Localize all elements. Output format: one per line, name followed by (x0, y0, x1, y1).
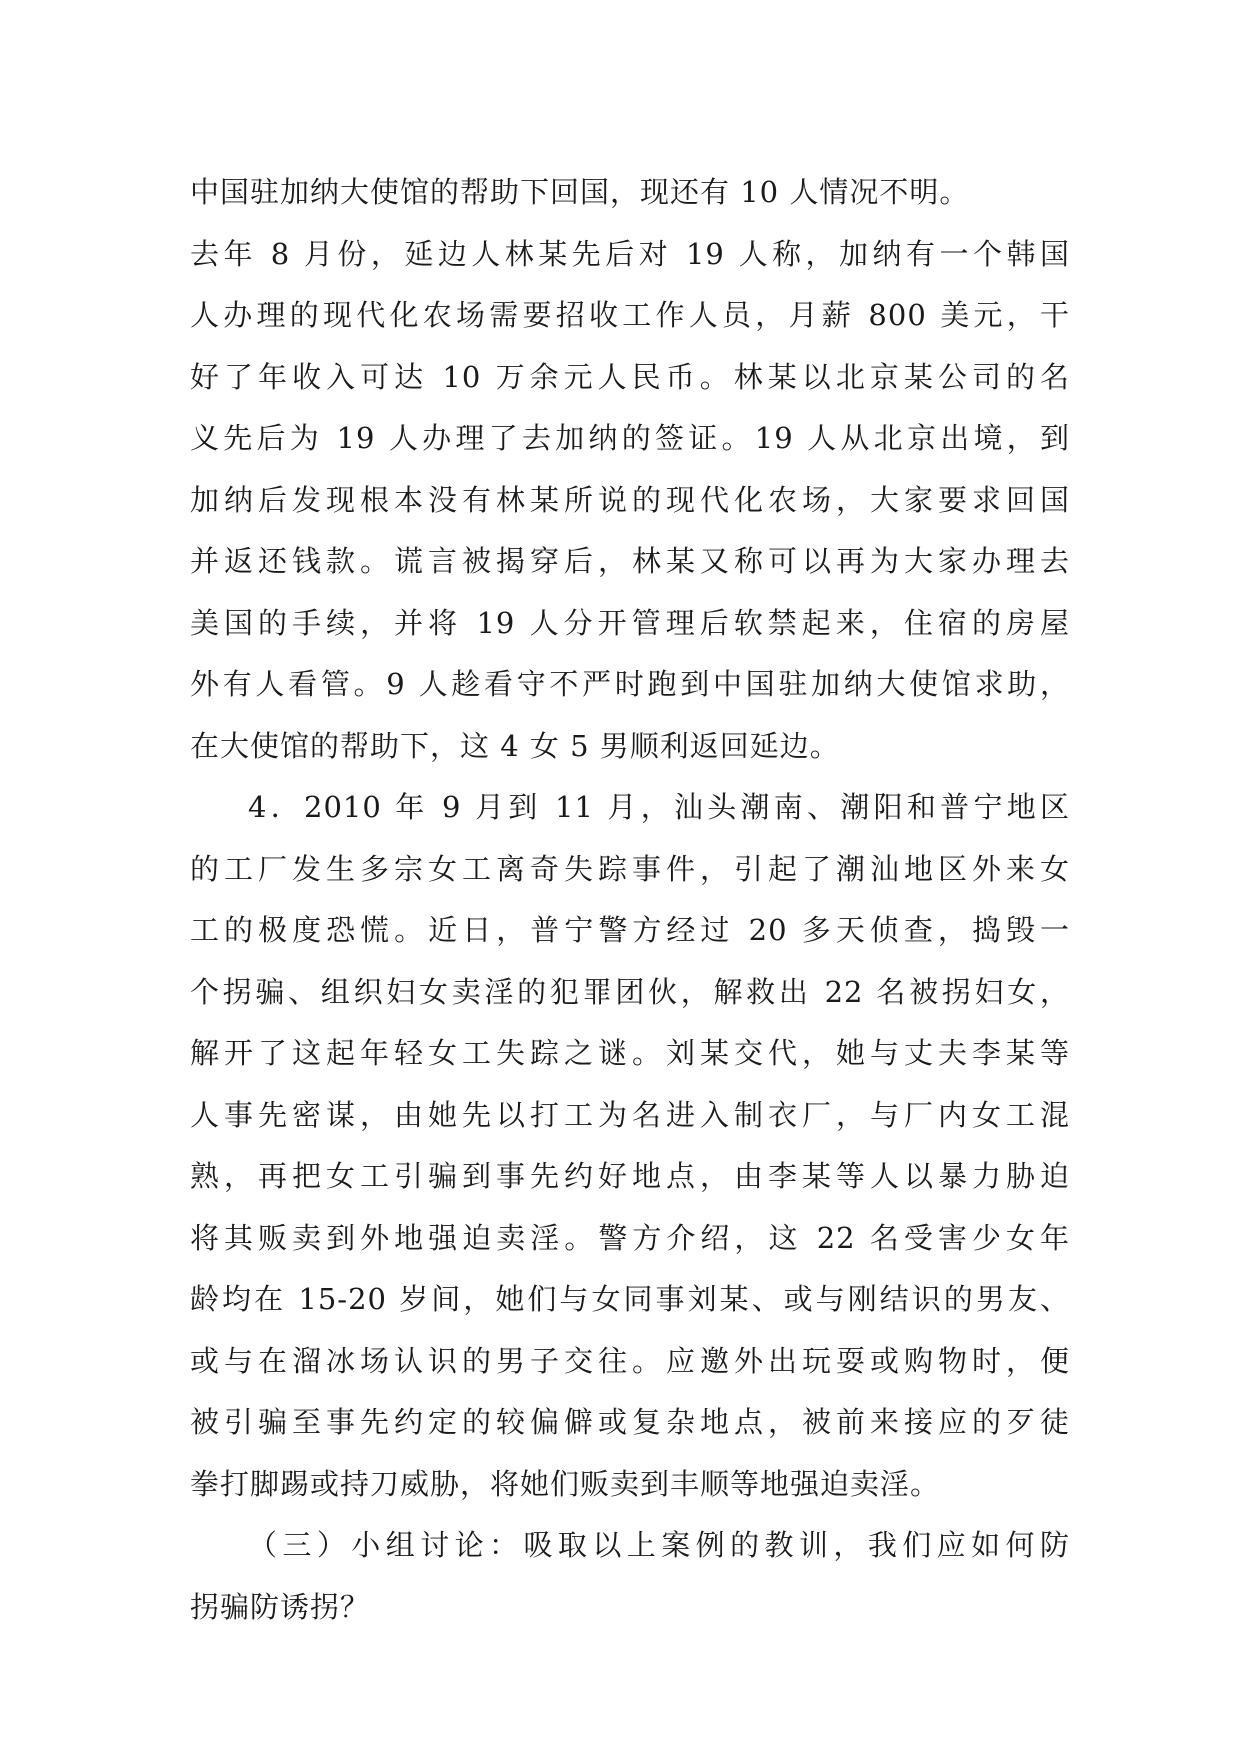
text-line: 工的极度恐慌。近日，普宁警方经过 20 多天侦查，捣毁一 (190, 913, 1070, 947)
text-line: 义先后为 19 人办理了去加纳的签证。19 人从北京出境，到 (190, 421, 1070, 455)
text-line: 个拐骗、组织妇女卖淫的犯罪团伙，解救出 22 名被拐妇女， (190, 974, 1070, 1009)
text-line: 或与在溜冰场认识的男子交往。应邀外出玩耍或购物时，便 (190, 1343, 1070, 1378)
text-line: 并返还钱款。谎言被揭穿后，林某又称可以再为大家办理去 (190, 544, 1070, 578)
text-line: 将其贩卖到外地强迫卖淫。警方介绍，这 22 名受害少女年 (190, 1220, 1070, 1255)
text-line: 龄均在 15-20 岁间，她们与女同事刘某、或与刚结识的男友、 (190, 1282, 1070, 1316)
body-text (190, 162, 1070, 1638)
text-line: 在大使馆的帮助下，这 4 女 5 男顺利返回延边。 (190, 728, 840, 763)
text-line: 去年 8 月份，延边人林某先后对 19 人称，加纳有一个韩国 (190, 236, 1070, 271)
text-line: 拳打脚踢或持刀威胁，将她们贩卖到丰顺等地强迫卖淫。 (190, 1466, 941, 1501)
text-line: 4．2010 年 9 月到 11 月，汕头潮南、潮阳和普宁地区 (248, 790, 1070, 824)
text-line: 解开了这起年轻女工失踪之谜。刘某交代，她与丈夫李某等 (190, 1036, 1070, 1070)
text-line: 的工厂发生多宗女工离奇失踪事件，引起了潮汕地区外来女 (190, 851, 1070, 886)
text-line: 人事先密谋，由她先以打工为名进入制衣厂，与厂内女工混 (190, 1097, 1070, 1132)
text-line: 拐骗防诱拐？ (190, 1589, 371, 1624)
text-line: 美国的手续，并将 19 人分开管理后软禁起来，住宿的房屋 (190, 605, 1070, 640)
text-line: 好了年收入可达 10 万余元人民币。林某以北京某公司的名 (190, 359, 1070, 394)
text-line: 中国驻加纳大使馆的帮助下回国，现还有 10 人情况不明。 (190, 175, 970, 209)
text-line: 外有人看管。9 人趁看守不严时跑到中国驻加纳大使馆求助， (190, 667, 1070, 701)
text-line: 加纳后发现根本没有林某所说的现代化农场，大家要求回国 (190, 482, 1070, 517)
text-line: 熟，再把女工引骗到事先约好地点，由李某等人以暴力胁迫 (190, 1159, 1070, 1193)
text-line: 人办理的现代化农场需要招收工作人员，月薪 800 美元，干 (190, 298, 1070, 332)
text-line: （三）小组讨论：吸取以上案例的教训，我们应如何防 (248, 1528, 1070, 1562)
text-line: 被引骗至事先约定的较偏僻或复杂地点，被前来接应的歹徒 (190, 1405, 1070, 1439)
